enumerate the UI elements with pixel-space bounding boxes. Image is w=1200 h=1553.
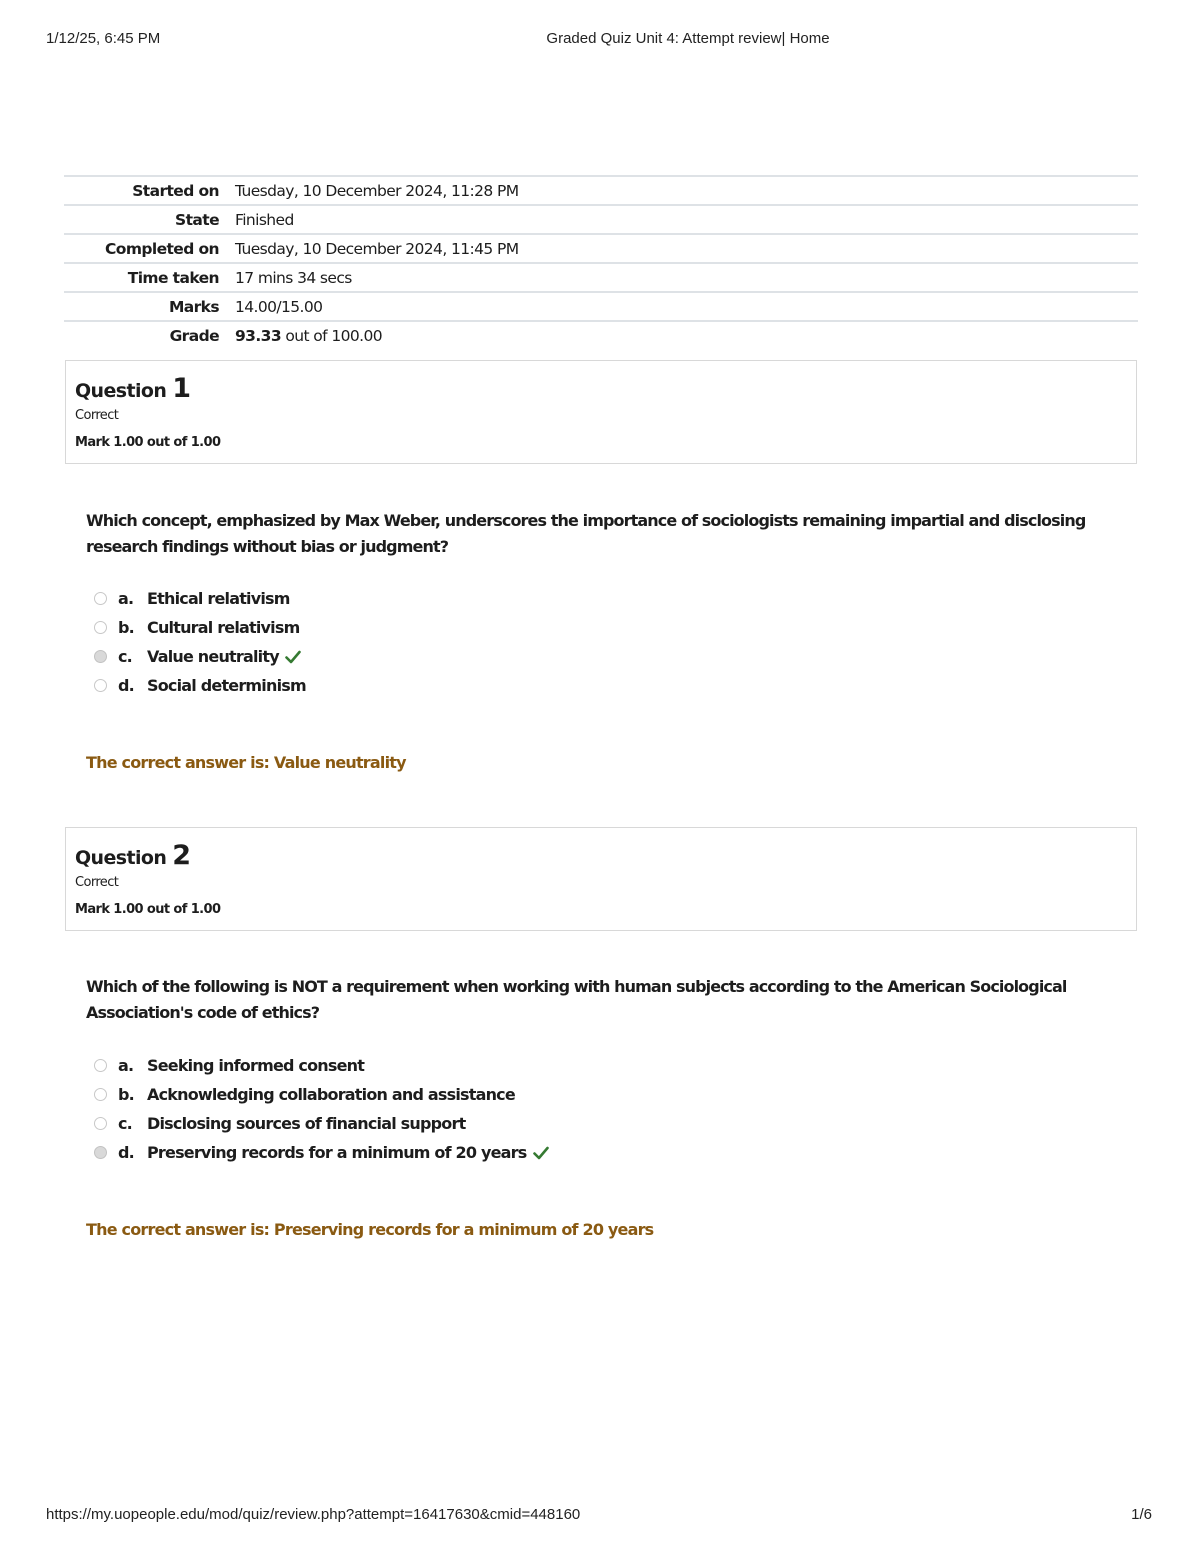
radio-icon[interactable] <box>94 650 107 663</box>
answer-text: Acknowledging collaboration and assistance <box>147 1085 515 1104</box>
summary-row <box>64 205 1138 234</box>
radio-icon[interactable] <box>94 621 107 634</box>
answer-letter: b. <box>118 618 134 637</box>
summary-row <box>64 176 1138 205</box>
answer-option <box>94 1051 694 1080</box>
summary-row <box>64 321 1138 349</box>
answer-letter: b. <box>118 1085 134 1104</box>
answer-letter: c. <box>118 647 132 666</box>
question-label: Question <box>75 380 167 402</box>
answer-option <box>94 584 694 613</box>
radio-icon[interactable] <box>94 679 107 692</box>
answer-option <box>94 1080 694 1109</box>
summary-value: Tuesday, 10 December 2024, 11:28 PM <box>235 181 519 200</box>
question-mark: Mark 1.00 out of 1.00 <box>75 902 221 917</box>
question-2-feedback: The correct answer is: Preserving records for a minimum of 20 years <box>86 1220 654 1239</box>
answer-option-selected <box>94 1138 694 1167</box>
print-datetime: 1/12/25, 6:45 PM <box>46 30 161 47</box>
summary-label: Completed on <box>105 239 219 258</box>
radio-icon[interactable] <box>94 1117 107 1130</box>
print-url: https://my.uopeople.edu/mod/quiz/review.php?attempt=16417630&cmid=448160 <box>46 1506 581 1523</box>
print-page-title: Graded Quiz Unit 4: Attempt review| Home <box>546 30 830 47</box>
summary-value: Finished <box>235 210 294 229</box>
question-1-text: Which concept, emphasized by Max Weber, underscores the importance of sociologists remaining impartial and disclosing research findings without bias or judgment? <box>86 511 1086 556</box>
summary-label: Marks <box>168 297 219 316</box>
radio-icon[interactable] <box>94 1088 107 1101</box>
print-header <box>0 30 1200 50</box>
summary-label: Started on <box>132 181 219 200</box>
answer-letter: a. <box>118 589 134 608</box>
radio-icon[interactable] <box>94 1146 107 1159</box>
summary-value <box>235 321 1138 349</box>
summary-value: 14.00/15.00 <box>235 297 323 316</box>
summary-label: Time taken <box>127 268 219 287</box>
answer-letter: d. <box>118 676 134 695</box>
answer-text: Ethical relativism <box>147 589 290 608</box>
radio-icon[interactable] <box>94 592 107 605</box>
answer-text: Disclosing sources of financial support <box>147 1114 466 1133</box>
summary-value: Tuesday, 10 December 2024, 11:45 PM <box>235 239 519 258</box>
summary-label: State <box>175 210 219 229</box>
check-icon <box>533 1146 549 1160</box>
question-number <box>75 840 1127 871</box>
answer-option <box>94 613 694 642</box>
answer-letter: a. <box>118 1056 134 1075</box>
summary-row <box>64 234 1138 263</box>
question-2-text: Which of the following is NOT a requirement when working with human subjects according to the American Sociological Association's code of ethics? <box>86 977 1067 1022</box>
question-state: Correct <box>75 408 119 423</box>
summary-label: Grade <box>169 326 219 345</box>
question-number-value: 2 <box>172 840 191 871</box>
answer-letter: d. <box>118 1143 134 1162</box>
print-page-number: 1/6 <box>1131 1506 1152 1523</box>
question-mark: Mark 1.00 out of 1.00 <box>75 435 221 450</box>
question-1-info <box>65 360 1137 464</box>
question-number <box>75 373 1127 404</box>
grade-value: 93.33 <box>235 326 282 345</box>
summary-row <box>64 292 1138 321</box>
answer-option <box>94 671 694 700</box>
question-1-feedback: The correct answer is: Value neutrality <box>86 753 406 772</box>
print-footer <box>0 1506 1200 1526</box>
grade-out-of: out of 100.00 <box>281 326 382 345</box>
summary-row <box>64 263 1138 292</box>
answer-text: Value neutrality <box>147 647 279 666</box>
question-2-answers <box>94 1051 694 1167</box>
check-icon <box>285 650 301 664</box>
answer-option-selected <box>94 642 694 671</box>
question-state: Correct <box>75 875 119 890</box>
answer-text: Cultural relativism <box>147 618 300 637</box>
question-number-value: 1 <box>172 373 191 404</box>
question-2-info <box>65 827 1137 931</box>
attempt-summary-table <box>64 175 1138 349</box>
answer-text: Social determinism <box>147 676 306 695</box>
answer-option <box>94 1109 694 1138</box>
question-1-answers <box>94 584 694 700</box>
question-label: Question <box>75 847 167 869</box>
answer-text: Seeking informed consent <box>147 1056 365 1075</box>
summary-value: 17 mins 34 secs <box>235 268 352 287</box>
radio-icon[interactable] <box>94 1059 107 1072</box>
answer-text: Preserving records for a minimum of 20 years <box>147 1143 527 1162</box>
answer-letter: c. <box>118 1114 132 1133</box>
